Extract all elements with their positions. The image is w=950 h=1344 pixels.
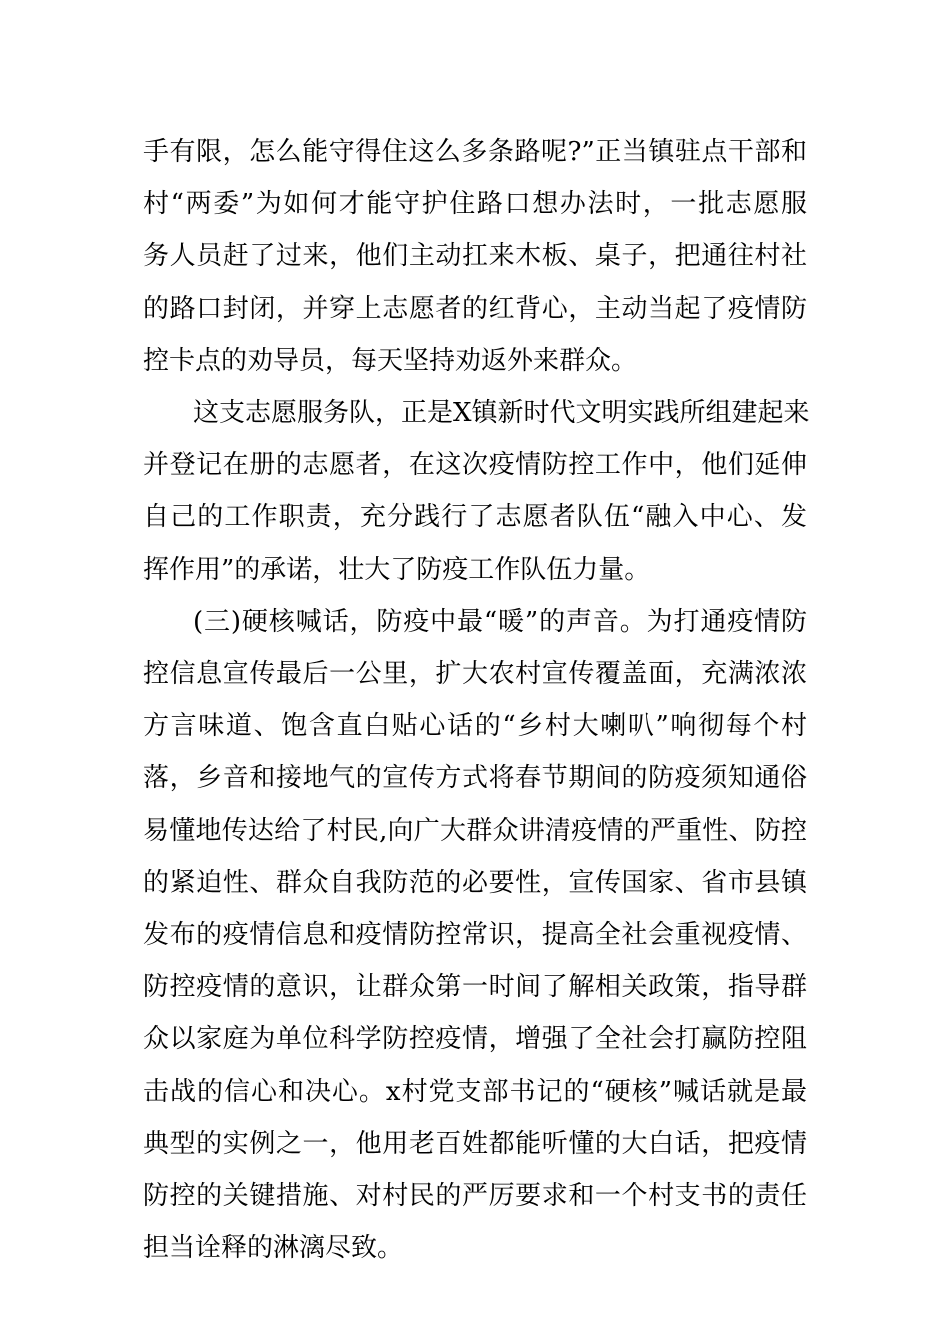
text-line: 的路口封闭，并穿上志愿者的红背心，主动当起了疫情防	[143, 293, 807, 324]
text-line: 发布的疫情信息和疫情防控常识，提高全社会重视疫情、	[143, 920, 807, 951]
text-line: 并登记在册的志愿者，在这次疫情防控工作中，他们延伸	[143, 450, 807, 481]
text-line: 的紧迫性、群众自我防范的必要性，宣传国家、省市县镇	[143, 867, 807, 898]
document-body	[143, 126, 810, 1274]
text-line: 易懂地传达给了村民,向广大群众讲清疫情的严重性、防控	[143, 815, 807, 846]
text-line: 控信息宣传最后一公里，扩大农村宣传覆盖面，充满浓浓	[143, 659, 807, 690]
text-line: 这支志愿服务队，正是X镇新时代文明实践所组建起来	[193, 398, 810, 429]
text-line: 防控疫情的意识，让群众第一时间了解相关政策，指导群	[143, 972, 807, 1003]
paragraph-3	[143, 596, 807, 1275]
text-line: 村“两委”为如何才能守护住路口想办法时，一批志愿服	[143, 189, 807, 220]
text-line: 控卡点的劝导员，每天坚持劝返外来群众。	[143, 345, 638, 376]
text-line: 众以家庭为单位科学防控疫情，增强了全社会打赢防控阻	[143, 1024, 807, 1055]
text-line: 务人员赶了过来，他们主动扛来木板、桌子，把通往村社	[143, 241, 807, 272]
text-line: 自己的工作职责，充分践行了志愿者队伍“融入中心、发	[143, 502, 807, 533]
text-line: 担当诠释的淋漓尽致。	[143, 1233, 404, 1264]
paragraph-1	[143, 126, 807, 387]
text-line: 方言味道、饱含直白贴心话的“乡村大喇叭”响彻每个村	[143, 711, 807, 742]
text-line: 防控的关键措施、对村民的严厉要求和一个村支书的责任	[143, 1181, 807, 1212]
text-line: (三)硬核喊话，防疫中最“暖”的声音。为打通疫情防	[193, 606, 807, 637]
text-line: 手有限，怎么能守得住这么多条路呢?”正当镇驻点干部和	[143, 137, 807, 167]
text-line: 击战的信心和决心。x村党支部书记的“硬核”喊话就是最	[143, 1076, 807, 1107]
text-line: 落，乡音和接地气的宣传方式将春节期间的防疫须知通俗	[143, 763, 807, 794]
text-line: 典型的实例之一，他用老百姓都能听懂的大白话，把疫情	[143, 1128, 807, 1159]
paragraph-2	[143, 387, 810, 596]
text-line: 挥作用”的承诺，壮大了防疫工作队伍力量。	[143, 554, 651, 585]
